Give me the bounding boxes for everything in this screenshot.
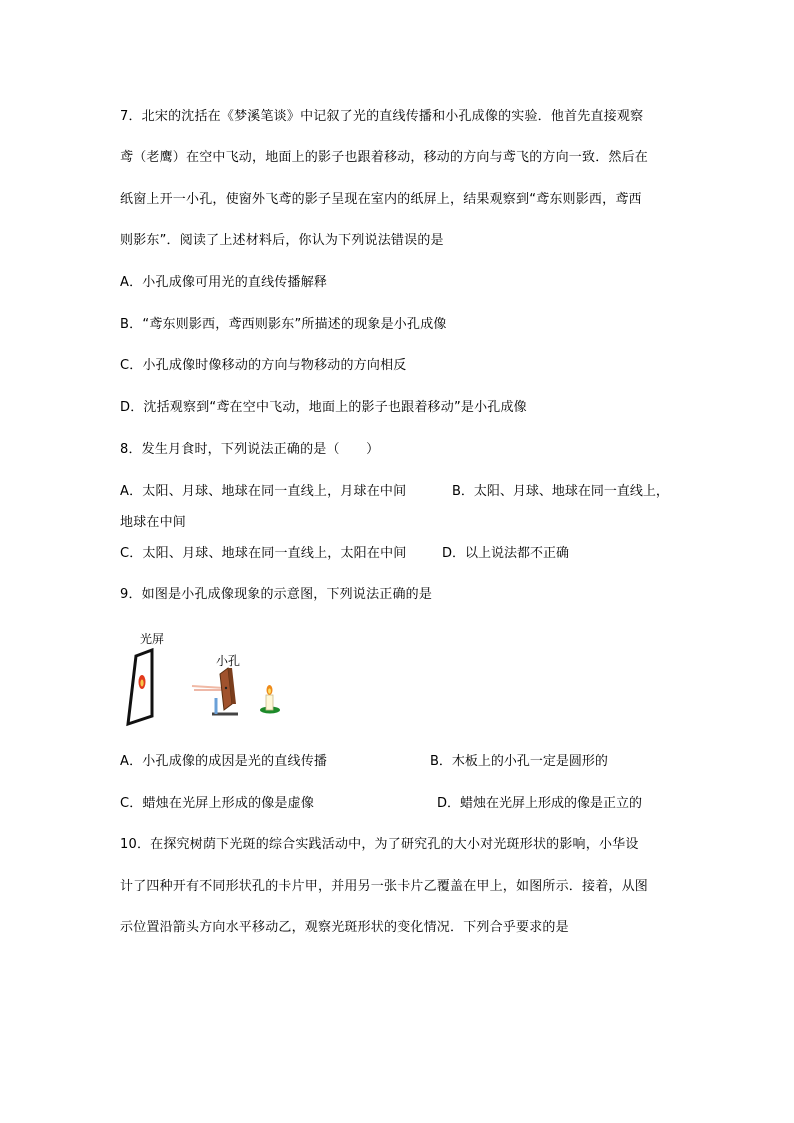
hole-label: 小孔 [216,654,241,668]
pinhole-camera-figure [120,628,300,728]
q9-stem: 9．如图是小孔成像现象的示意图，下列说法正确的是 [120,587,433,602]
q7-option-a: A．小孔成像可用光的直线传播解释 [120,275,328,290]
q8-option-b-line-1: B．太阳、月球、地球在同一直线上， [452,484,669,499]
q7-option-b: B．“鸢东则影西，鸢西则影东”所描述的现象是小孔成像 [120,317,447,332]
pinhole [225,687,227,689]
candle [266,695,273,710]
q10-stem-line-1: 10．在探究树荫下光斑的综合实践活动中，为了研究孔的大小对光斑形状的影响，小华设 [120,837,639,852]
screen-label: 光屏 [140,632,165,646]
q8-option-a: A．太阳、月球、地球在同一直线上，月球在中间 [120,484,407,499]
q9-option-a: A．小孔成像的成因是光的直线传播 [120,754,328,769]
q7-stem-line-3: 纸窗上开一小孔，使窗外飞鸢的影子呈现在室内的纸屏上，结果观察到“鸢东则影西，鸢西 [120,192,642,207]
q10-stem-line-3: 示位置沿箭头方向水平移动乙，观察光斑形状的变化情况．下列合乎要求的是 [120,920,569,935]
q7-option-c: C．小孔成像时像移动的方向与物移动的方向相反 [120,358,407,373]
q7-stem-line-1: 7．北宋的沈括在《梦溪笔谈》中记叙了光的直线传播和小孔成像的实验．他首先直接观察 [120,109,644,124]
q8-stem: 8．发生月食时，下列说法正确的是（ ） [120,442,380,457]
pinhole-diagram [120,628,300,728]
q9-option-b: B．木板上的小孔一定是圆形的 [430,754,608,769]
q8-option-d: D．以上说法都不正确 [442,546,570,561]
q9-option-c: C．蜡烛在光屏上形成的像是虚像 [120,796,315,811]
q7-option-d: D．沈括观察到“鸢在空中飞动，地面上的影子也跟着移动”是小孔成像 [120,400,527,415]
q8-option-c: C．太阳、月球、地球在同一直线上，太阳在中间 [120,546,407,561]
q8-option-b-line-2: 地球在中间 [120,515,187,530]
q7-stem-line-4: 则影东”．阅读了上述材料后，你认为下列说法错误的是 [120,233,444,248]
q9-option-d: D．蜡烛在光屏上形成的像是正立的 [437,796,643,811]
q10-stem-line-2: 计了四种开有不同形状孔的卡片甲，并用另一张卡片乙覆盖在甲上，如图所示．接着，从图 [120,879,649,894]
q7-stem-line-2: 鸢（老鹰）在空中飞动，地面上的影子也跟着移动，移动的方向与鸢飞的方向一致．然后在 [120,150,649,165]
